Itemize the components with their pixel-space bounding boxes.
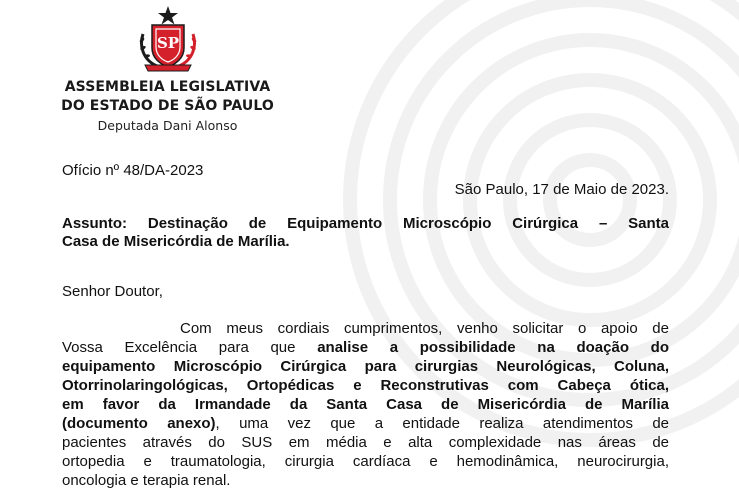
subject-line: Casa de Misericórdia de Marília.	[62, 233, 290, 250]
subject-line: Assunto: Destinação de Equipamento Microscópio Cirúrgica – Santa	[62, 215, 669, 232]
body-line: pacientes através do SUS em média e alta complexidade nas áreas de	[62, 434, 669, 451]
body-line: oncologia e terapia renal.	[62, 472, 231, 489]
sao-paulo-coat-of-arms-icon	[135, 4, 201, 74]
body-line: em favor da Irmandade da Santa Casa de Misericórdia de Marília	[62, 396, 669, 413]
body-line	[62, 319, 669, 338]
letter-body	[62, 319, 669, 490]
body-text-bold: (documento anexo)	[62, 415, 216, 432]
salutation: Senhor Doutor,	[62, 283, 163, 300]
body-line: equipamento Microscópio Cirúrgica para cirurgias Neurológicas, Coluna,	[62, 358, 669, 375]
institution-name-line2: DO ESTADO DE SÃO PAULO	[61, 98, 274, 114]
body-text: Com meus cordiais cumprimentos, venho solicitar o apoio de	[180, 320, 669, 337]
letter-date: São Paulo, 17 de Maio de 2023.	[454, 181, 669, 198]
body-line: Otorrinolaringológicas, Ortopédicas e Reconstrutivas com Cabeça ótica,	[62, 377, 669, 394]
deputy-name: Deputada Dani Alonso	[97, 118, 238, 133]
letterhead	[60, 4, 275, 135]
body-line	[62, 414, 669, 433]
subject	[62, 215, 669, 251]
body-text: , uma vez que a entidade realiza atendimentos de	[215, 415, 669, 432]
body-line	[62, 338, 669, 357]
body-text-bold: analise a possibilidade na doação do	[317, 339, 670, 356]
body-line: ortopedia e traumatologia, cirurgia cardíaca e hemodinâmica, neurocirurgia,	[62, 453, 669, 470]
crest-text: SP	[156, 34, 179, 52]
body-text: Vossa Excelência para que	[62, 339, 318, 356]
office-number: Ofício nº 48/DA-2023	[62, 162, 204, 179]
institution-name-line1: ASSEMBLEIA LEGISLATIVA	[64, 79, 271, 95]
